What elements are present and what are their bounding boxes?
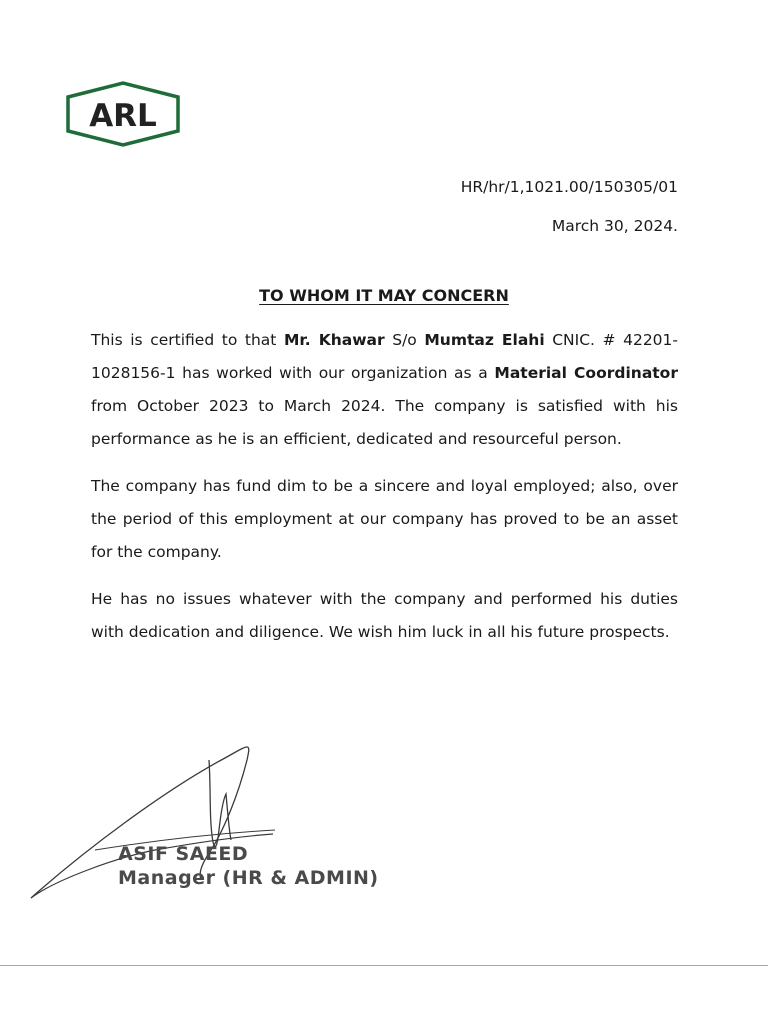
paragraph-certification [91, 324, 678, 456]
paragraph-loyalty: The company has fund dim to be a sincere and loyal employed; also, over the period of this employment at our company has proved to be an asset for the company. [91, 477, 678, 561]
text-segment: from October 2023 to March 2024. The company is satisfied with his performance as he is an efficient, dedicated and resourceful person. [91, 397, 678, 448]
letter-date: March 30, 2024. [551, 217, 678, 235]
employee-designation: Material Coordinator [494, 364, 678, 382]
employee-name: Mr. Khawar [283, 331, 385, 349]
company-logo [66, 81, 180, 147]
signatory-name: ASIF SAEED [118, 843, 249, 865]
father-name: Mumtaz Elahi [424, 331, 545, 349]
logo-text: ARL [89, 98, 157, 134]
footer-divider [0, 965, 768, 966]
letter-body [91, 324, 678, 663]
text-segment: CNIC. # 42201-1028156-1 has worked with our organization as a [91, 331, 678, 382]
paragraph-wishes: He has no issues whatever with the company and performed his duties with dedication and diligence. We wish him luck in all his future prospects. [91, 590, 678, 641]
reference-number: HR/hr/1,1021.00/150305/01 [460, 178, 678, 196]
signatory-title: Manager (HR & ADMIN) [118, 867, 379, 889]
text-segment: This is certified to that [91, 331, 284, 349]
text-segment: S/o [384, 331, 425, 349]
letter-heading: TO WHOM IT MAY CONCERN [259, 286, 509, 305]
